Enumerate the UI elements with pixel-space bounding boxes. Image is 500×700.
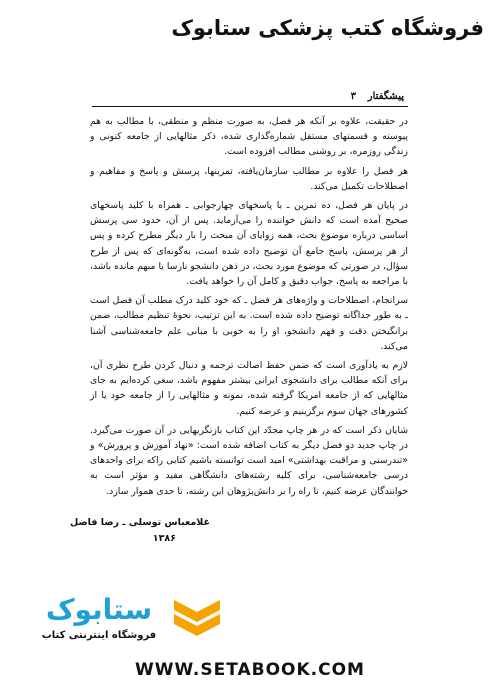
setabook-logo [34, 590, 224, 650]
store-banner-title: فروشگاه کتب پزشکی ستابوک [171, 16, 484, 40]
paragraph-3: در پایان هر فصل، ده تمرین ـ با پاسخهای چهارجوابی ـ همراه با کلید پاسخهای صحیح آمده است که دانش خواننده را می‌آزماید. پس از آن، حدود سی پرسش اساسی درباره موضوع بحث، همه زوایای آن مبحث را بار دیگر مطرح کرده و پس از هر پرسش، پاسخ جامع آن توضیح داده شده است، به‌گونه‌ای که پس از طرح سؤال، در صورتی که موضوع مورد بحث، در ذهن دانشجو نارسا یا مبهم مانده باشد، با مراجعه به پاسخ، جواب دقیق و کامل آن را خواهد یافت. [90, 200, 408, 288]
signature-year: ۱۳۸۶ [152, 533, 176, 544]
logo-tagline: فروشگاه اینترنتی کتاب [41, 630, 157, 641]
header-rule [92, 106, 408, 107]
paragraph-1: در حقیقت، علاوه بر آنکه هر فصل، به صورت منظم و منطقی، با مطالب به هم پیوسته و قسمتهای مستقل شماره‌گذاری شده، ذکر مثالهایی از جامعه کنونی و زندگی روزمره، بر روشنی مطالب افزوده است. [90, 116, 408, 158]
book-chevron-icon [170, 590, 224, 644]
author-signature [70, 515, 210, 547]
paragraph-5: لازم به یادآوری است که ضمن حفظ اصالت ترجمه و دنبال کردن طرح نظری آن، برای آنکه مطالب برای دانشجوی ایرانی بیشتر مفهوم باشد، سعی کرده‌ایم به جای مثالهایی که از جامعه امریکا گرفته شده، نمونه و مثالهایی را از جامعه خود یا از کشورهای جهان سوم برگزینیم و عرضه کنیم. [90, 360, 408, 417]
paragraph-2: هر فصل را علاوه بر مطالب سازمان‌یافته، تمرینها، پرسش و پاسخ و مفاهیم و اصطلاحات تکمیل می‌کند. [90, 165, 408, 192]
paragraph-6: شایان ذکر است که در هر چاپ مجدّد این کتاب بازنگریهایی در آن صورت می‌گیرد. در چاپ جدید دو فصل دیگر به کتاب اضافه شده است: «نهاد آموزش و پرورش» و «تندرستی و مراقبت بهداشتی» امید است توانسته باشیم کتابی راکه برای واحدهای درسی جامعه‌شناسی، برای کلیه رشته‌های دانشگاهی مفید و مؤثر است به خوانندگان عرضه کنیم، تا راه را بر دانش‌پژوهان این رشته، تا حدی هموار سازد. [90, 424, 408, 497]
footer-url: WWW.SETABOOK.COM [135, 660, 365, 680]
paragraph-4: سرانجام، اصطلاحات و واژه‌های هر فصل ـ که خود کلید درک مطلب آن فصل است ـ به طور جداگانه توضیح داده شده است. به این ترتیب، نحوهٔ تنظیم مطالب، ضمن برانگیختن دقت و فهم دانشجو، او را به خوبی با مبانی علم جامعه‌شناسی آشنا می‌کند. [90, 295, 408, 352]
author-names: غلامعباس توسلی ـ رضا فاضل [70, 517, 210, 528]
logo-wordmark: ستابوک [45, 593, 153, 626]
body-text [90, 114, 408, 503]
running-header-page-number: ۳ [350, 91, 356, 102]
running-header-section: پیشگفتار [367, 91, 404, 102]
